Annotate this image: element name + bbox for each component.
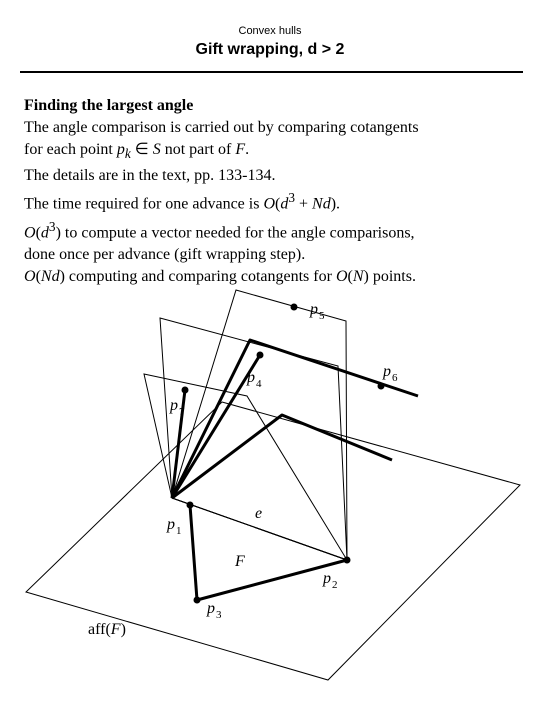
- point-p1: [187, 502, 194, 509]
- var-d: d: [280, 195, 289, 213]
- var-Nd: Nd: [312, 195, 331, 213]
- text: +: [295, 195, 313, 213]
- text: (: [35, 267, 41, 285]
- var-d: d: [40, 223, 49, 241]
- var-N: N: [352, 267, 364, 285]
- label-F: F: [235, 553, 245, 570]
- point-p2: [344, 557, 351, 564]
- text: The time required for one advance is: [24, 195, 264, 213]
- label-p1: $p_1$: [167, 516, 182, 537]
- text-line-3: The details are in the text, pp. 133-134.: [24, 167, 276, 185]
- var-S: S: [152, 141, 161, 158]
- point-p5: [291, 304, 298, 311]
- var-k: k: [124, 146, 131, 162]
- text: (: [35, 223, 41, 241]
- slide-title: Gift wrapping, d > 2: [195, 41, 345, 58]
- aff-plane: [26, 402, 520, 680]
- label-p2: $p_2$: [323, 570, 338, 591]
- point-p4: [257, 352, 264, 359]
- text: (: [347, 267, 353, 285]
- text: for each point: [24, 141, 117, 158]
- text: ).: [330, 195, 341, 213]
- text: ) computing and comparing cotangents for: [59, 267, 336, 285]
- exponent: 3: [288, 190, 296, 206]
- label-p4: $p_4$: [247, 369, 262, 390]
- var-O: O: [24, 267, 36, 285]
- var-p: p: [116, 141, 125, 158]
- label-e: e: [255, 505, 263, 522]
- exponent: 3: [48, 218, 56, 234]
- point-p6: [378, 383, 385, 390]
- point-p3: [194, 597, 201, 604]
- text: ) to compute a vector needed for the angle comparisons,: [55, 223, 415, 241]
- text: ) points.: [363, 267, 416, 285]
- points: [182, 304, 385, 604]
- text-line-1: The angle comparison is carried out by comparing cotangents: [24, 119, 419, 136]
- plane-p4-p6: [160, 318, 347, 560]
- var-O: O: [263, 195, 276, 213]
- section-heading: Finding the largest angle: [24, 97, 194, 114]
- label-p6: $p_6$: [383, 363, 398, 384]
- var-Nd: Nd: [40, 267, 60, 285]
- element-of-symbol: ∈: [130, 141, 153, 158]
- label-p5: $p_5$: [310, 301, 325, 322]
- label-aff-F: aff(F): [88, 621, 126, 638]
- var-F: F: [235, 141, 246, 158]
- text: not part of: [160, 141, 236, 158]
- label-p7: $p_7$: [170, 397, 185, 418]
- section-label: Convex hulls: [238, 25, 302, 37]
- var-O: O: [335, 267, 348, 285]
- edge-polyline-middle: [172, 415, 392, 498]
- text: .: [245, 141, 250, 158]
- var-O: O: [24, 223, 36, 241]
- label-p3: $p_3$: [207, 600, 222, 621]
- text-line-6: done once per advance (gift wrapping step).: [24, 245, 306, 263]
- text: (: [275, 195, 281, 213]
- point-p7: [182, 387, 189, 394]
